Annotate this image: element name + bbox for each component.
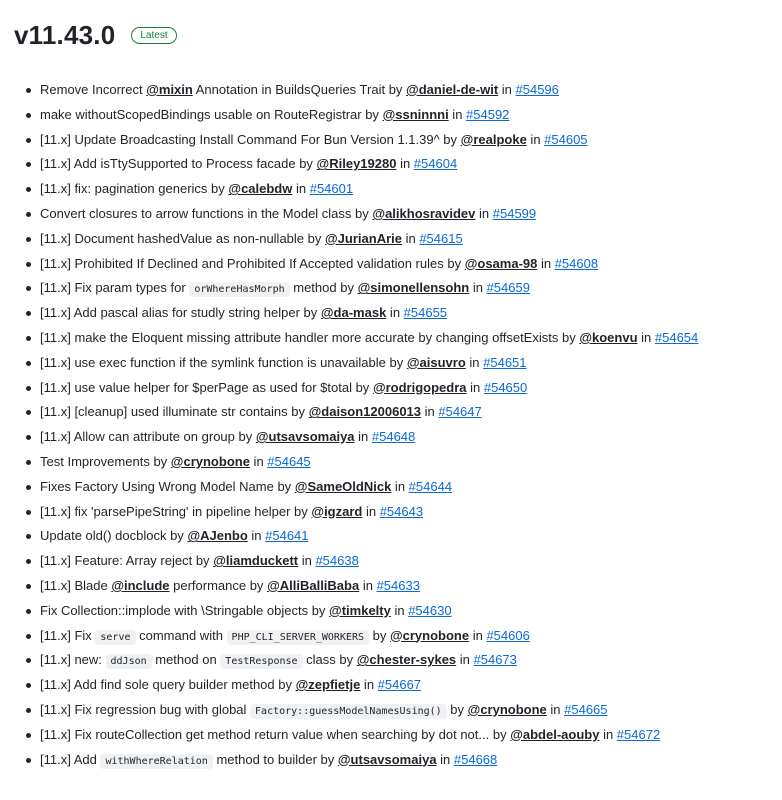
- item-description: [11.x] fix 'parsePipeString' in pipeline helper: [40, 503, 291, 519]
- in-text: in: [391, 478, 409, 494]
- changelog-item: [24, 450, 776, 475]
- by-text: by: [446, 701, 468, 717]
- changelog-item: [24, 549, 776, 574]
- inline-mention: @include: [111, 577, 170, 593]
- in-text: in: [362, 503, 380, 519]
- by-text: by: [335, 652, 357, 668]
- pull-request-link[interactable]: #54673: [473, 652, 517, 668]
- item-description: Fixes Factory Using Wrong Model Name: [40, 478, 274, 494]
- changelog-item: [24, 723, 776, 748]
- in-text: in: [292, 181, 310, 197]
- by-text: by: [308, 602, 330, 618]
- item-description: [11.x] [cleanup] used illuminate str contains: [40, 404, 288, 420]
- author-link[interactable]: @daison12006013: [308, 404, 422, 420]
- in-text: in: [448, 106, 467, 122]
- changelog-item: [24, 624, 776, 649]
- by-text: by: [299, 305, 321, 321]
- in-text: in: [466, 379, 484, 395]
- item-description: [11.x] Fix: [40, 627, 96, 643]
- changelog-item: [24, 574, 776, 599]
- in-text: in: [475, 205, 493, 221]
- inline-code: withWhereRelation: [100, 754, 212, 769]
- by-text: by: [369, 627, 390, 643]
- item-description: [11.x] Document hashedValue as non-nullable: [40, 230, 305, 246]
- by-text: by: [304, 230, 325, 246]
- pull-request-link[interactable]: #54668: [453, 751, 498, 767]
- pull-request-link[interactable]: #54599: [492, 205, 537, 221]
- release-header: [14, 20, 177, 51]
- changelog-item: [24, 326, 776, 351]
- in-text: in: [526, 131, 545, 147]
- author-link[interactable]: @liamduckett: [213, 553, 299, 569]
- by-text: by: [336, 280, 358, 296]
- changelog-item: [24, 698, 776, 723]
- changelog-item: [24, 425, 776, 450]
- pull-request-link[interactable]: #54596: [515, 82, 559, 97]
- in-text: in: [537, 255, 555, 271]
- item-description: method on: [151, 652, 221, 668]
- item-description: command with: [135, 627, 227, 643]
- pull-request-link[interactable]: #54648: [371, 429, 416, 445]
- author-link[interactable]: @igzard: [311, 503, 363, 519]
- by-text: by: [443, 255, 465, 271]
- in-text: in: [359, 577, 377, 593]
- changelog-item: [24, 599, 776, 624]
- author-link[interactable]: @realpoke: [460, 131, 527, 147]
- changelog-item: [24, 301, 776, 326]
- author-link[interactable]: @alikhosravidev: [372, 205, 476, 221]
- item-description: [11.x] use value helper for $perPage as used for $total: [40, 379, 352, 395]
- pull-request-link[interactable]: #54647: [438, 404, 482, 420]
- item-description: [11.x] Feature: Array reject: [40, 553, 193, 569]
- pull-request-link[interactable]: #54654: [654, 329, 699, 345]
- changelog-item: [24, 103, 776, 128]
- item-description: [11.x] Blade: [40, 577, 112, 593]
- item-description: [11.x] use exec function if the symlink function is unavailable: [40, 354, 386, 370]
- author-link[interactable]: @aisuvro: [406, 354, 466, 370]
- in-text: in: [436, 751, 454, 767]
- pull-request-link[interactable]: #54667: [377, 677, 422, 693]
- changelog-item: [24, 202, 776, 227]
- changelog-item: [24, 673, 776, 698]
- item-description: [11.x] Add isTtySupported to Process facade: [40, 156, 296, 172]
- pull-request-link[interactable]: #54638: [315, 553, 359, 569]
- by-text: by: [192, 553, 214, 569]
- pull-request-link[interactable]: #54665: [564, 701, 608, 717]
- by-text: by: [489, 726, 511, 742]
- pull-request-link[interactable]: #54601: [309, 181, 354, 197]
- item-description: [11.x] new:: [40, 652, 106, 668]
- pull-request-link[interactable]: #54650: [483, 379, 528, 395]
- author-link[interactable]: @crynobone: [389, 627, 470, 643]
- item-description: method: [289, 280, 337, 296]
- in-text: in: [354, 429, 372, 445]
- by-text: by: [166, 528, 188, 544]
- by-text: by: [290, 503, 312, 519]
- in-text: in: [360, 677, 378, 693]
- item-description: [11.x] Prohibited If Declined and Prohibited If Accepted validation rules: [40, 255, 444, 271]
- in-text: in: [465, 354, 484, 370]
- changelog-item: [24, 252, 776, 277]
- item-description: [11.x] Fix regression bug with global: [40, 701, 251, 717]
- in-text: in: [421, 404, 439, 420]
- changelog-item: [24, 748, 776, 773]
- inline-code: Factory::guessModelNamesUsing(): [250, 704, 447, 719]
- author-link[interactable]: @AJenbo: [187, 528, 248, 544]
- item-description: [11.x] Fix routeCollection get method return value when searching by dot not...: [40, 726, 490, 742]
- changelog-item: [24, 128, 776, 153]
- changelog-item: [24, 276, 776, 301]
- inline-code: PHP_CLI_SERVER_WORKERS: [227, 630, 369, 645]
- in-text: in: [637, 329, 655, 345]
- changelog-item: [24, 376, 776, 401]
- author-link[interactable]: @ssninnni: [382, 106, 449, 122]
- in-text: in: [247, 528, 266, 544]
- author-link[interactable]: @chester-sykes: [356, 652, 457, 668]
- item-description: Annotation in BuildsQueries Trait: [192, 82, 386, 97]
- item-description: Fix Collection::implode with \Stringable objects: [40, 602, 309, 618]
- inline-code: TestResponse: [220, 654, 302, 669]
- in-text: in: [390, 602, 409, 618]
- changelog-item: [24, 227, 776, 252]
- author-link[interactable]: @JurianArie: [325, 230, 402, 246]
- inline-code: serve: [95, 630, 135, 645]
- pull-request-link[interactable]: #54644: [408, 478, 453, 494]
- author-link[interactable]: @rodrigopedra: [372, 379, 467, 395]
- changelog-item: [24, 524, 776, 549]
- author-link[interactable]: @SameOldNick: [294, 478, 392, 494]
- author-link[interactable]: @Riley19280: [316, 156, 397, 172]
- pull-request-link[interactable]: #54641: [265, 528, 309, 544]
- in-text: in: [249, 453, 268, 469]
- item-description: make withoutScopedBindings usable on RouteRegistrar: [40, 106, 362, 122]
- pull-request-link[interactable]: #54592: [466, 106, 510, 122]
- by-text: by: [558, 329, 580, 345]
- pull-request-link[interactable]: #54659: [486, 280, 530, 296]
- pull-request-link[interactable]: #54672: [616, 726, 661, 742]
- by-text: by: [274, 677, 296, 693]
- pull-request-link[interactable]: #54633: [376, 577, 420, 593]
- author-link[interactable]: @daniel-de-wit: [406, 82, 499, 97]
- by-text: by: [385, 354, 407, 370]
- item-description: Remove Incorrect: [40, 82, 147, 97]
- in-text: in: [469, 280, 487, 296]
- author-link[interactable]: @koenvu: [579, 329, 638, 345]
- changelog-item: [24, 78, 776, 103]
- item-description: [11.x] make the Eloquent missing attribute handler more accurate by changing offsetExists: [40, 329, 559, 345]
- by-text: by: [234, 429, 256, 445]
- author-link[interactable]: @osama-98: [464, 255, 538, 271]
- item-description: [11.x] fix: pagination generics: [40, 181, 208, 197]
- item-description: [11.x] Add: [40, 751, 101, 767]
- changelog-item: [24, 500, 776, 525]
- pull-request-link[interactable]: #54605: [544, 131, 588, 147]
- pull-request-link[interactable]: #54651: [483, 354, 527, 370]
- changelog-item: [24, 475, 776, 500]
- by-text: by: [149, 453, 171, 469]
- author-link[interactable]: @simonellensohn: [357, 280, 470, 296]
- pull-request-link[interactable]: #54655: [403, 305, 448, 321]
- changelog-item: [24, 152, 776, 177]
- in-text: in: [546, 701, 565, 717]
- by-text: by: [295, 156, 317, 172]
- in-text: in: [401, 230, 420, 246]
- in-text: in: [599, 726, 617, 742]
- by-text: by: [385, 82, 407, 97]
- author-link[interactable]: @AlliBalliBaba: [267, 577, 360, 593]
- author-link[interactable]: @timkelty: [329, 602, 391, 618]
- author-link[interactable]: @zepfietje: [295, 677, 361, 693]
- in-text: in: [456, 652, 474, 668]
- in-text: in: [396, 156, 414, 172]
- in-text: in: [498, 82, 516, 97]
- author-link[interactable]: @abdel-aouby: [510, 726, 600, 742]
- inline-code: orWhereHasMorph: [189, 282, 289, 297]
- pull-request-link[interactable]: #54608: [554, 255, 599, 271]
- by-text: by: [287, 404, 309, 420]
- pull-request-link[interactable]: #54643: [379, 503, 424, 519]
- item-description: [11.x] Add pascal alias for studly string helper: [40, 305, 300, 321]
- by-text: by: [361, 106, 383, 122]
- item-description: class: [302, 652, 336, 668]
- by-text: by: [207, 181, 229, 197]
- by-text: by: [351, 205, 373, 221]
- item-description: Convert closures to arrow functions in the Model class: [40, 205, 352, 221]
- item-description: performance: [169, 577, 247, 593]
- item-description: [11.x] Add find sole query builder method: [40, 677, 275, 693]
- pull-request-link[interactable]: #54606: [486, 627, 530, 643]
- item-description: Update old() docblock: [40, 528, 167, 544]
- by-text: by: [439, 131, 461, 147]
- author-link[interactable]: @calebdw: [228, 181, 293, 197]
- pull-request-link[interactable]: #54645: [267, 453, 311, 469]
- by-text: by: [316, 751, 338, 767]
- in-text: in: [386, 305, 404, 321]
- pull-request-link[interactable]: #54615: [419, 230, 463, 246]
- author-link[interactable]: @da-mask: [320, 305, 387, 321]
- by-text: by: [273, 478, 295, 494]
- changelog-list: [24, 78, 776, 772]
- author-link[interactable]: @crynobone: [467, 701, 547, 717]
- release-title: v11.43.0: [14, 20, 116, 50]
- item-description: Test Improvements: [40, 453, 150, 469]
- in-text: in: [298, 553, 316, 569]
- pull-request-link[interactable]: #54604: [413, 156, 458, 172]
- item-description: [11.x] Update Broadcasting Install Command For Bun Version 1.1.39^: [40, 131, 440, 147]
- by-text: by: [351, 379, 373, 395]
- pull-request-link[interactable]: #54630: [408, 602, 452, 618]
- inline-mention: @mixin: [146, 82, 193, 97]
- changelog-item: [24, 351, 776, 376]
- changelog-item: [24, 177, 776, 202]
- inline-code: ddJson: [106, 654, 152, 669]
- author-link[interactable]: @utsavsomaiya: [337, 751, 437, 767]
- latest-badge: Latest: [131, 27, 176, 44]
- by-text: by: [246, 577, 268, 593]
- item-description: method to builder: [212, 751, 317, 767]
- author-link[interactable]: @utsavsomaiya: [255, 429, 355, 445]
- changelog-item: [24, 648, 776, 673]
- item-description: [11.x] Allow can attribute on group: [40, 429, 235, 445]
- changelog-item: [24, 400, 776, 425]
- author-link[interactable]: @crynobone: [170, 453, 250, 469]
- in-text: in: [469, 627, 487, 643]
- item-description: [11.x] Fix param types for: [40, 280, 190, 296]
